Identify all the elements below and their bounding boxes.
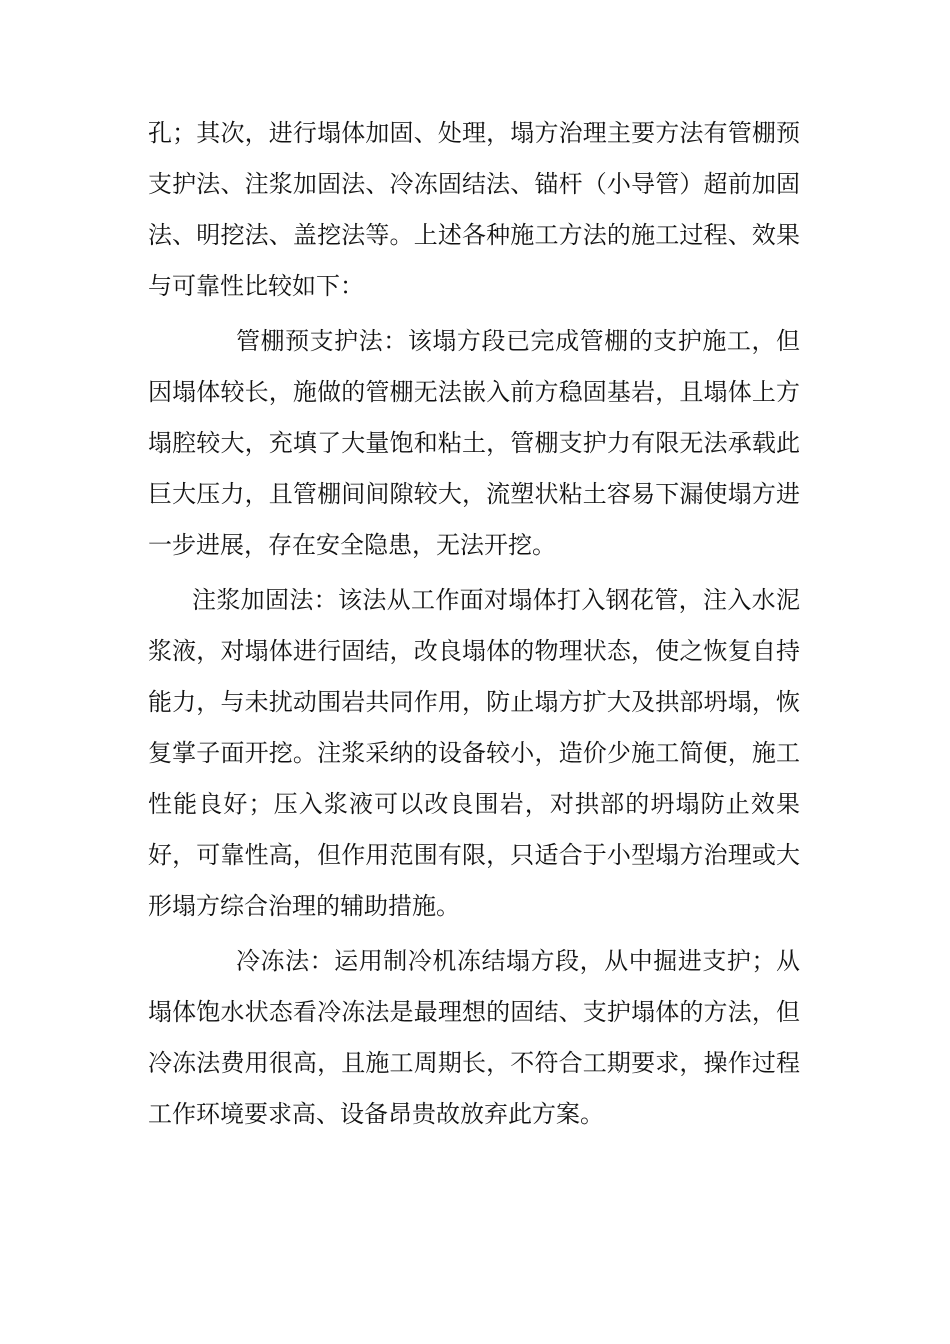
document-body (148, 108, 800, 1140)
paragraph-grouting-method: 注浆加固法：该法从工作面对塌体打入钢花管，注入水泥浆液，对塌体进行固结，改良塌体的物理状态，使之恢复自持能力，与未扰动围岩共同作用，防止塌方扩大及拱部坍塌，恢复掌子面开挖。注浆采纳的设备较小，造价少施工简便，施工性能良好；压入浆液可以改良围岩，对拱部的坍塌防止效果好，可靠性高，但作用范围有限，只适合于小型塌方治理或大形塌方综合治理的辅助措施。 (148, 586, 800, 920)
paragraph-intro: 孔；其次，进行塌体加固、处理，塌方治理主要方法有管棚预支护法、注浆加固法、冷冻固结法、锚杆（小导管）超前加固法、明挖法、盖挖法等。上述各种施工方法的施工过程、效果与可靠性比较如下： (148, 119, 800, 300)
paragraph-pipe-roof-method: 管棚预支护法：该塌方段已完成管棚的支护施工，但因塌体较长，施做的管棚无法嵌入前方稳固基岩，且塌体上方塌腔较大，充填了大量饱和粘土，管棚支护力有限无法承载此巨大压力，且管棚间间隙较大，流塑状粘土容易下漏使塌方进一步进展，存在安全隐患，无法开挖。 (148, 327, 800, 559)
paragraph-freezing-method: 冷冻法：运用制冷机冻结塌方段，从中掘进支护；从塌体饱水状态看冷冻法是最理想的固结、支护塌体的方法，但冷冻法费用很高，且施工周期长，不符合工期要求，操作过程工作环境要求高、设备昂贵故放弃此方案。 (148, 947, 800, 1128)
